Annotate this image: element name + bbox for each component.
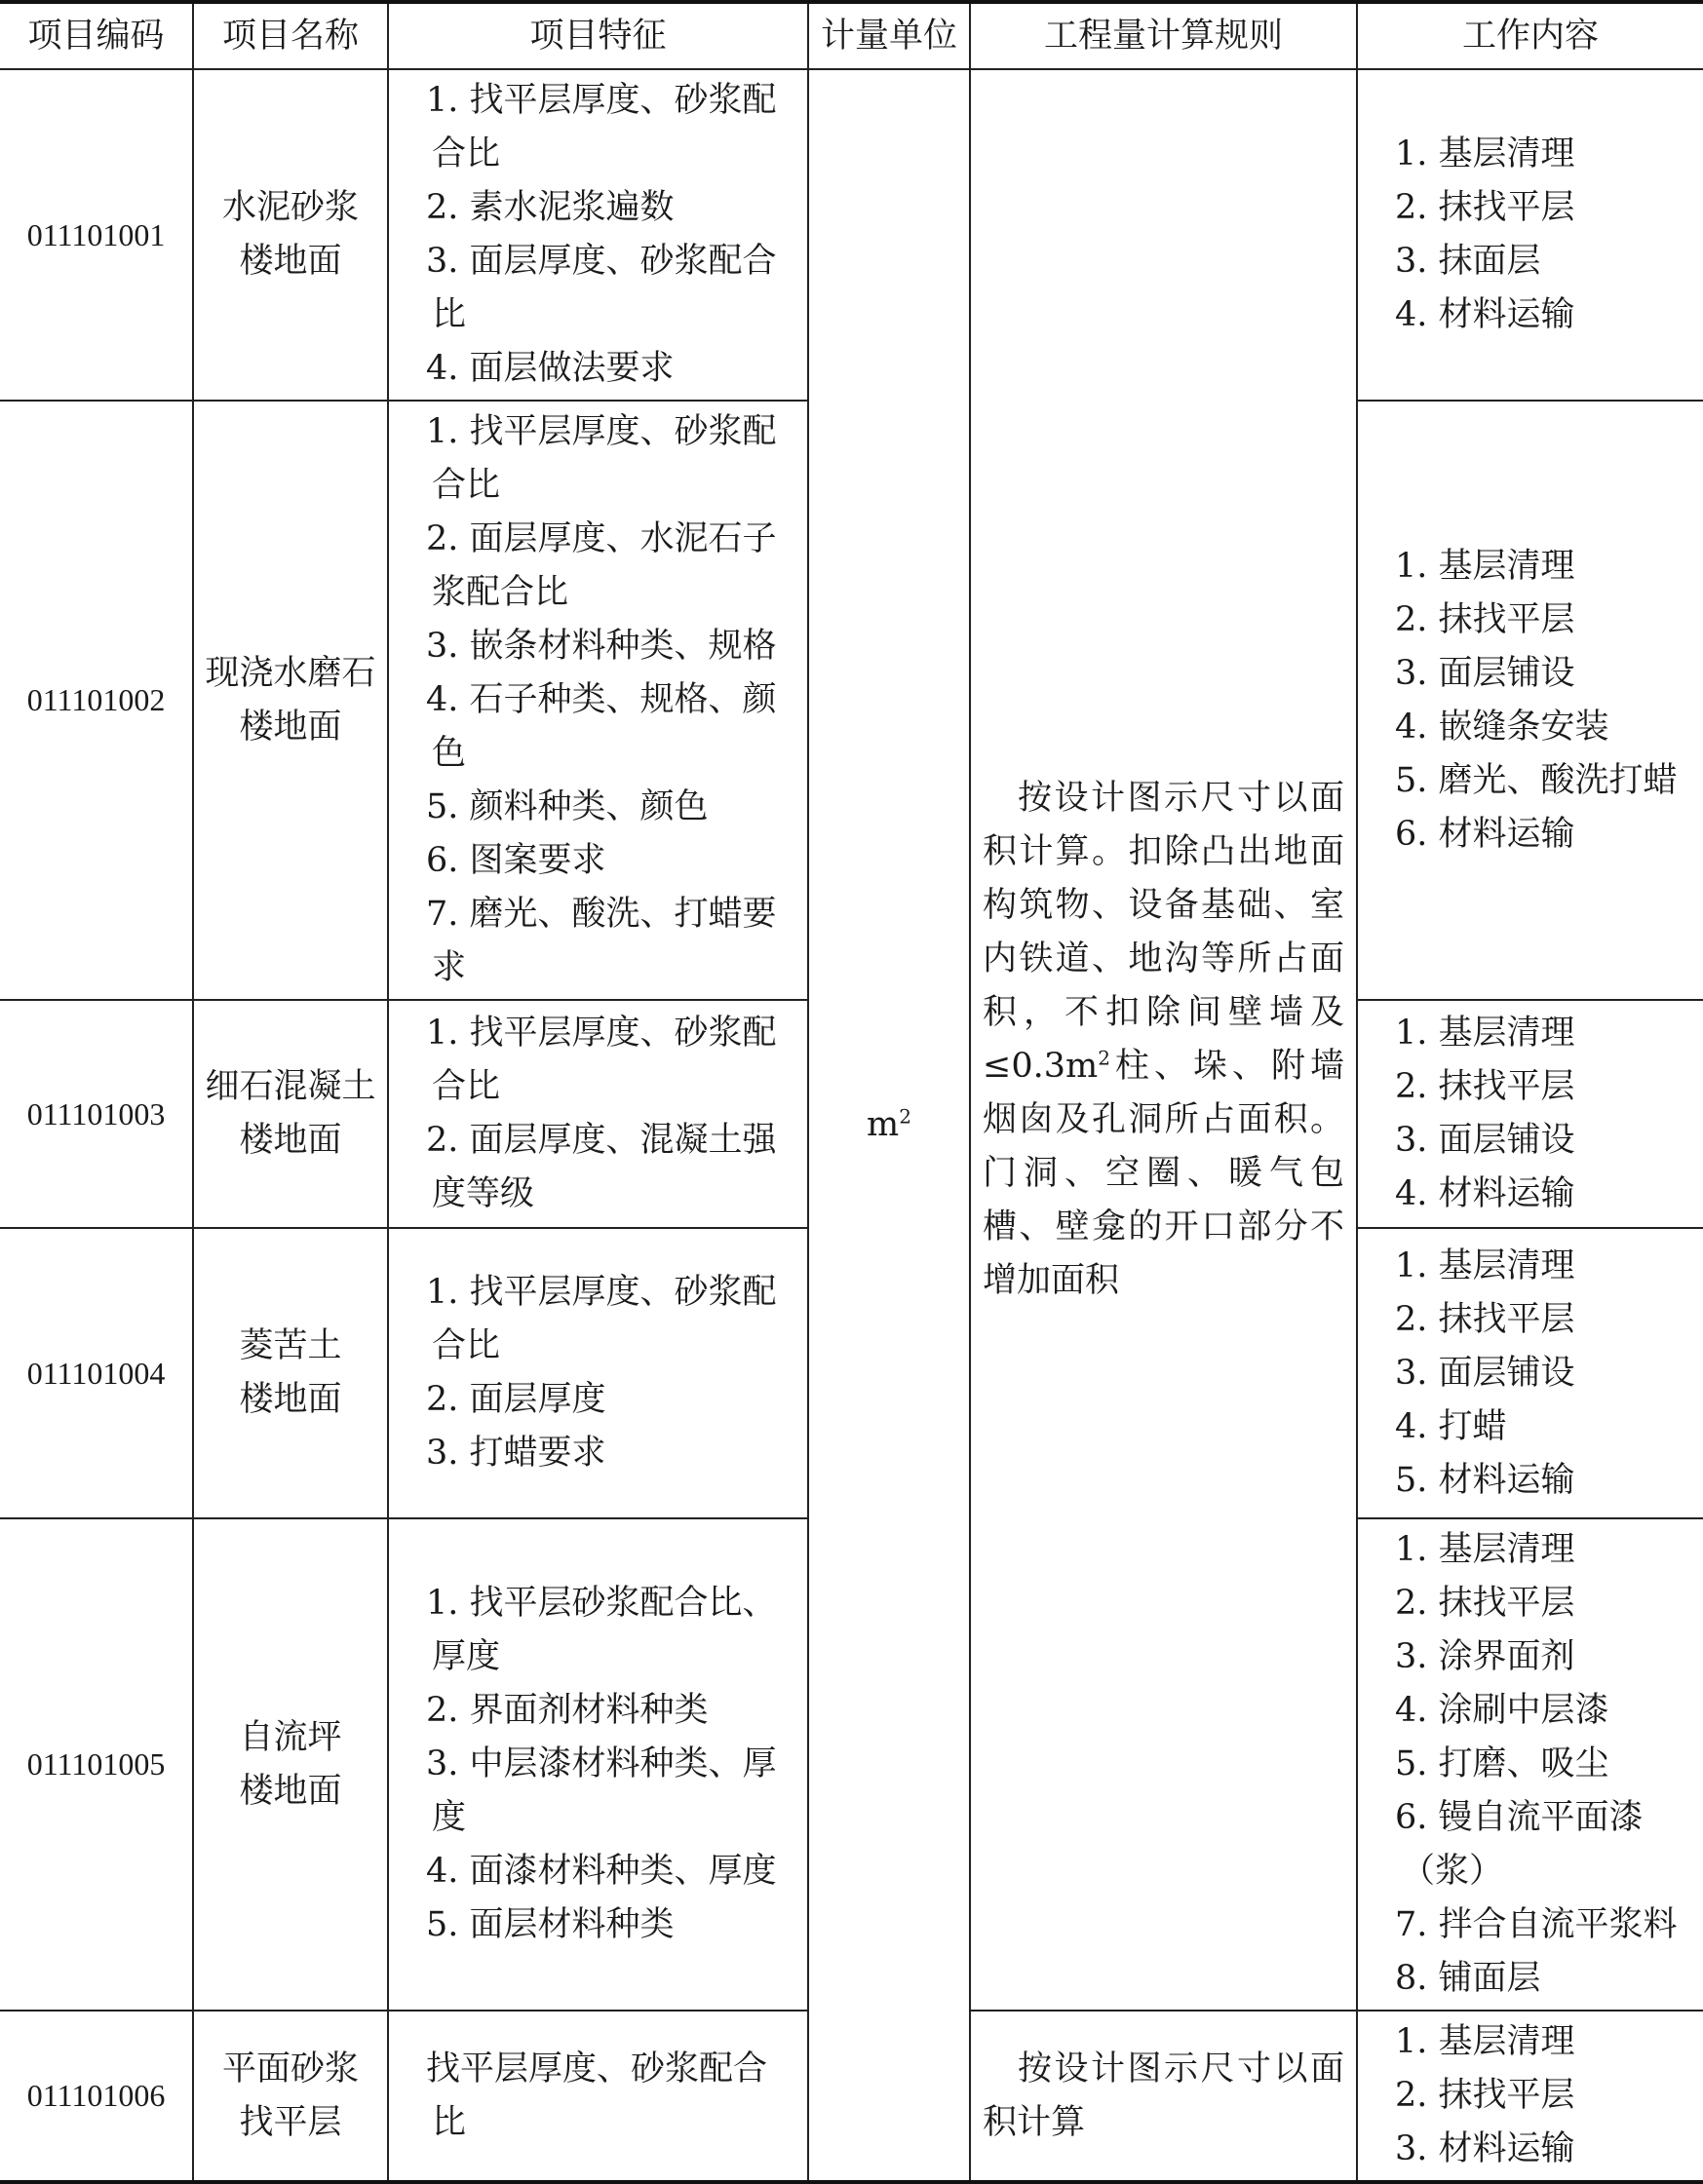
header-row bbox=[0, 2, 1703, 69]
item-code: 011101002 bbox=[0, 401, 193, 1000]
item-features: 1. 找平层厚度、砂浆配合比 2. 面层厚度、混凝土强度等级 bbox=[388, 1000, 808, 1228]
item-work: 1. 基层清理 2. 抹找平层 3. 抹面层 4. 材料运输 bbox=[1357, 69, 1703, 401]
item-code: 011101001 bbox=[0, 69, 193, 401]
item-code: 011101006 bbox=[0, 2011, 193, 2182]
item-work: 1. 基层清理 2. 抹找平层 3. 面层铺设 4. 材料运输 bbox=[1357, 1000, 1703, 1228]
item-name: 水泥砂浆 楼地面 bbox=[193, 69, 388, 401]
item-features: 找平层厚度、砂浆配合比 bbox=[388, 2011, 808, 2182]
header-name: 项目名称 bbox=[193, 2, 388, 69]
rule-main: 按设计图示尺寸以面积计算。扣除凸出地面构筑物、设备基础、室内铁道、地沟等所占面积，不扣除间壁墙及$\le 0.3m^2$柱、垛、附墙烟囱及孔洞所占面积。门洞、空圈、暖气包槽、壁龛的开口部分不增加面积 bbox=[970, 69, 1357, 2011]
rule-last: 按设计图示尺寸以面积计算 bbox=[970, 2011, 1357, 2182]
item-name: 菱苦土 楼地面 bbox=[193, 1228, 388, 1518]
unit-cell bbox=[808, 69, 970, 2182]
header-features: 项目特征 bbox=[388, 2, 808, 69]
table-row bbox=[0, 69, 1703, 401]
item-code: 011101005 bbox=[0, 1518, 193, 2011]
item-work: 1. 基层清理 2. 抹找平层 3. 面层铺设 4. 打蜡 5. 材料运输 bbox=[1357, 1228, 1703, 1518]
header-work: 工作内容 bbox=[1357, 2, 1703, 69]
item-name: 平面砂浆 找平层 bbox=[193, 2011, 388, 2182]
item-features: 1. 找平层砂浆配合比、厚度 2. 界面剂材料种类 3. 中层漆材料种类、厚度 4. 面漆材料种类、厚度 5. 面层材料种类 bbox=[388, 1518, 808, 2011]
item-work: 1. 基层清理 2. 抹找平层 3. 材料运输 bbox=[1357, 2011, 1703, 2182]
header-code: 项目编码 bbox=[0, 2, 193, 69]
item-name: 自流坪 楼地面 bbox=[193, 1518, 388, 2011]
item-features: 1. 找平层厚度、砂浆配合比 2. 面层厚度 3. 打蜡要求 bbox=[388, 1228, 808, 1518]
item-code: 011101003 bbox=[0, 1000, 193, 1228]
unit-base: m bbox=[867, 1105, 900, 1144]
unit-sup: 2 bbox=[899, 1104, 911, 1129]
item-work: 1. 基层清理 2. 抹找平层 3. 涂界面剂 4. 涂刷中层漆 5. 打磨、吸尘 6. 镘自流平面漆（浆） 7. 拌合自流平浆料 8. 铺面层 bbox=[1357, 1518, 1703, 2011]
item-name: 细石混凝土 楼地面 bbox=[193, 1000, 388, 1228]
header-unit: 计量单位 bbox=[808, 2, 970, 69]
item-work: 1. 基层清理 2. 抹找平层 3. 面层铺设 4. 嵌缝条安装 5. 磨光、酸洗打蜡 6. 材料运输 bbox=[1357, 401, 1703, 1000]
item-features: 1. 找平层厚度、砂浆配合比 2. 素水泥浆遍数 3. 面层厚度、砂浆配合比 4. 面层做法要求 bbox=[388, 69, 808, 401]
item-features: 1. 找平层厚度、砂浆配合比 2. 面层厚度、水泥石子浆配合比 3. 嵌条材料种类、规格 4. 石子种类、规格、颜色 5. 颜料种类、颜色 6. 图案要求 7. 磨光、酸洗、打蜡要求 bbox=[388, 401, 808, 1000]
item-name: 现浇水磨石 楼地面 bbox=[193, 401, 388, 1000]
header-rule: 工程量计算规则 bbox=[970, 2, 1357, 69]
item-code: 011101004 bbox=[0, 1228, 193, 1518]
